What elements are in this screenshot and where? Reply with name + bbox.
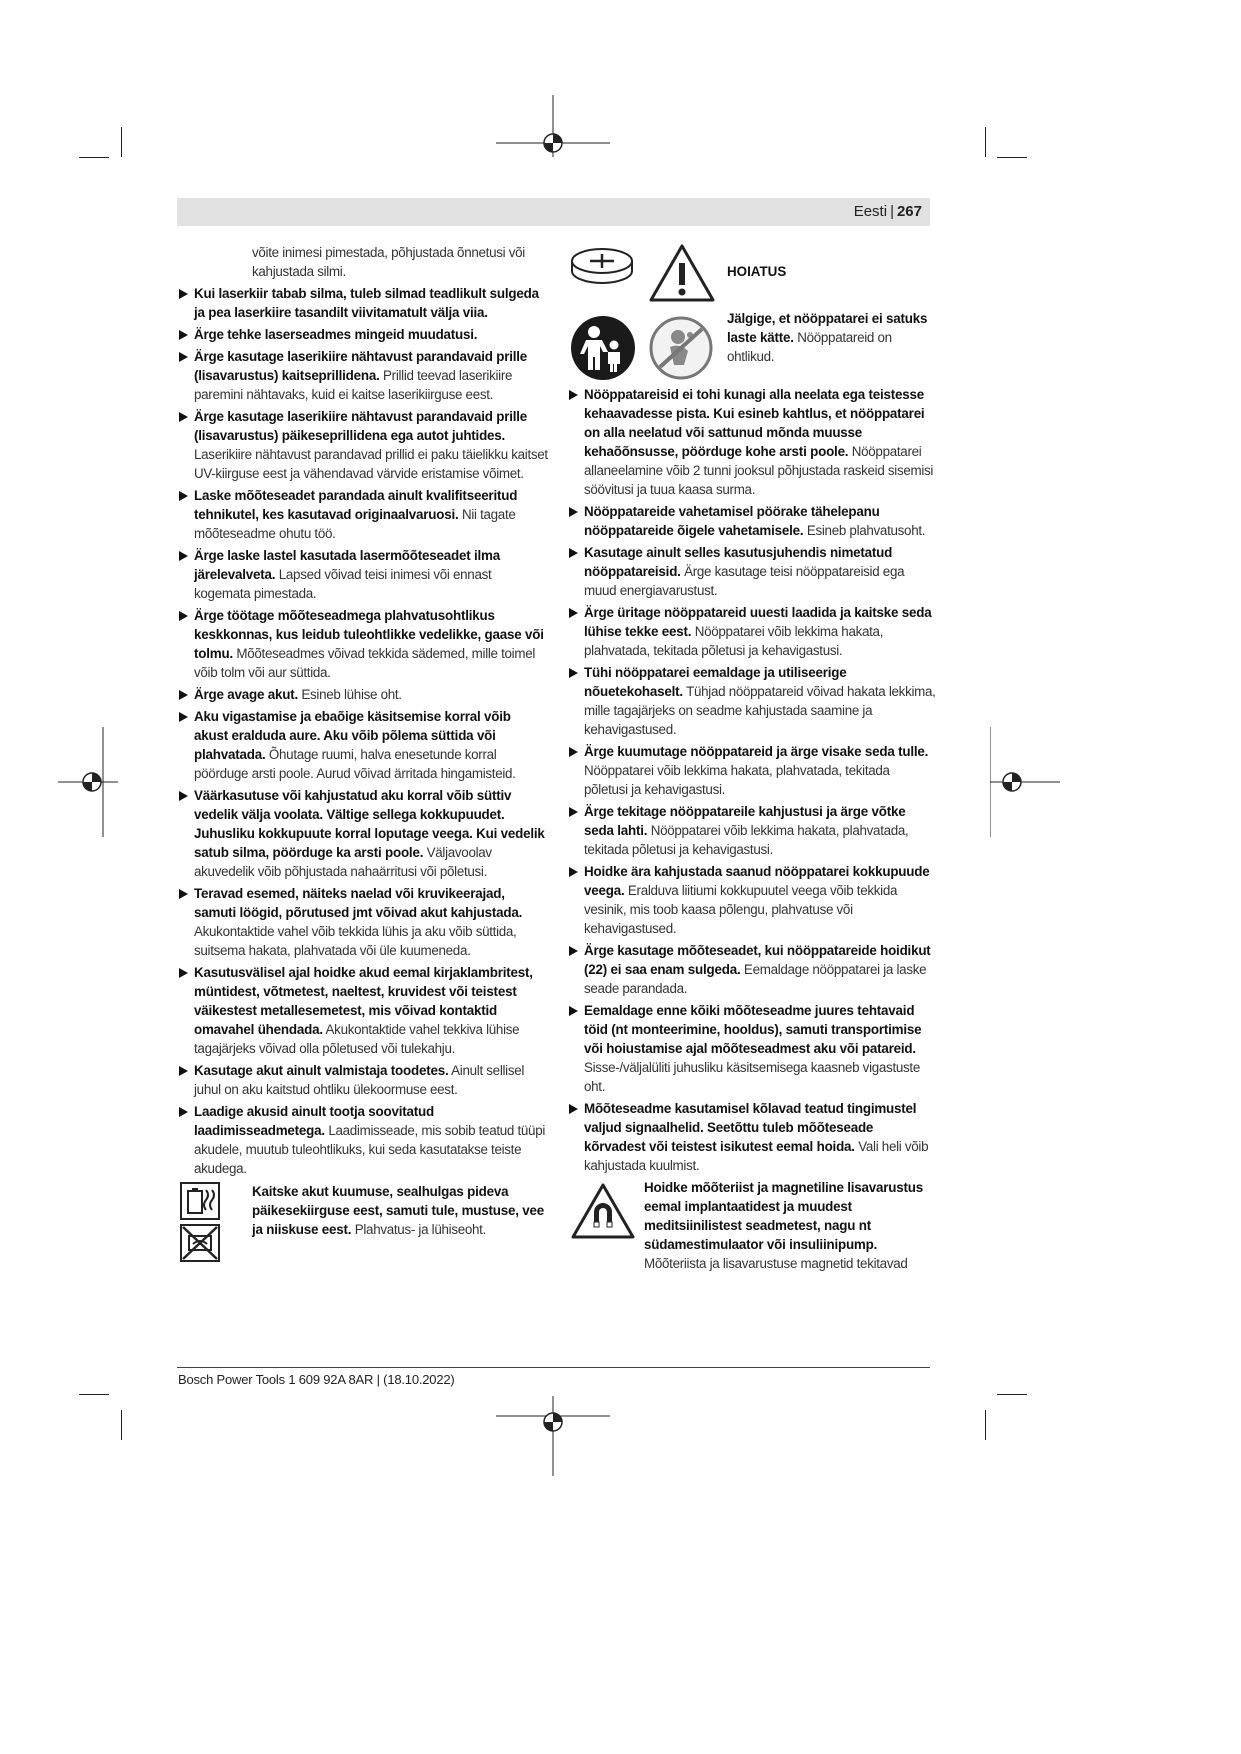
bullet-triangle-icon xyxy=(179,690,188,700)
magnet-text xyxy=(644,1178,936,1273)
safety-item-bold: Tühi nööppatarei eemaldage ja utiliseerige nõuetekohaselt. xyxy=(584,665,847,699)
bullet-triangle-icon xyxy=(569,548,578,558)
safety-item-text: Väljavoolav akuvedelik võib põhjustada nahaärritusi või põletusi. xyxy=(194,845,492,879)
safety-item-text: Nööppatarei allaneelamine võib 2 tunni jooksul põhjustada raskeid sisemisi söövitusi ja tuua kaasa surma. xyxy=(584,444,934,497)
safety-item-text: Nööppatarei võib lekkima hakata, plahvatada, tekitada põletusi ja kehavigastusi. xyxy=(584,763,890,797)
safety-item-bold: Laadige akusid ainult tootja soovitatud laadimisseadmetega. xyxy=(194,1104,434,1138)
safety-item-text: Nööppatarei võib lekkima hakata, plahvatada, tekitada põletusi ja kehavigastusi. xyxy=(584,624,884,658)
safety-item-bold: Nööppatareide vahetamisel pöörake tähelepanu nööppatareide õigele vahetamisele. xyxy=(584,504,880,538)
safety-item xyxy=(568,663,936,739)
battery-heat-note xyxy=(178,1182,548,1264)
safety-item-text: Esineb lühise oht. xyxy=(297,687,402,702)
bullet-triangle-icon xyxy=(569,507,578,517)
safety-item-bold: Ärge tehke laserseadmes mingeid muudatusi. xyxy=(194,327,478,342)
registration-mark-icon xyxy=(496,95,610,157)
warning-title: HOIATUS xyxy=(727,264,787,279)
crop-mark xyxy=(997,1394,1027,1395)
safety-item-bold: Aku vigastamise ja ebaõige käsitsemise korral võib akust eralduda aure. Aku võib põlema süttida või plahvatada. xyxy=(194,709,511,762)
footer-divider xyxy=(177,1367,930,1368)
page-number: 267 xyxy=(896,203,922,220)
bullet-triangle-icon xyxy=(179,491,188,501)
bullet-triangle-icon xyxy=(569,747,578,757)
safety-item xyxy=(178,707,548,783)
footer-text: Bosch Power Tools 1 609 92A 8AR | (18.10.2022) xyxy=(178,1372,455,1387)
safety-item-text: Akukontaktide vahel tekkiva lühise tagajärjeks võivad olla põletused või tulekahju. xyxy=(194,1022,520,1056)
crop-mark xyxy=(121,1410,122,1440)
bullet-triangle-icon xyxy=(179,330,188,340)
bullet-triangle-icon xyxy=(569,1104,578,1114)
battery-heat-text xyxy=(252,1182,548,1239)
safety-item xyxy=(178,546,548,603)
magnet-normal: Mõõteriista ja lisavarustuse magnetid tekitavad xyxy=(644,1256,908,1271)
battery-heat-warning-icon xyxy=(180,1182,220,1220)
safety-item xyxy=(178,786,548,881)
battery-heat-normal: Plahvatus- ja lühiseoht. xyxy=(351,1222,486,1237)
safety-item-bold: Ärge kasutage laserikiire nähtavust parandavaid prille (lisavarustus) kaitseprillidena. xyxy=(194,349,528,383)
safety-item-bold: Hoidke ära kahjustada saanud nööppatarei kokkupuude veega. xyxy=(584,864,930,898)
safety-item-bold: Kasutage akut ainult valmistaja toodetes. xyxy=(194,1063,449,1078)
safety-item-bold: Nööppatareisid ei tohi kunagi alla neelata ega teistesse kehaavadesse pista. Kui esineb kahtlus, et nööppatarei on alla neelatud või sattunud mõnda muusse kehaõõnsusse, pöörduge kohe arsti poole. xyxy=(584,387,925,459)
battery-heat-bold: Kaitske akut kuumuse, sealhulgas pideva päikesekiirguse eest, samuti tule, mustuse, vee ja niiskuse eest. xyxy=(252,1184,545,1237)
safety-item xyxy=(178,1102,548,1178)
warning-body-normal: Nööppatareid on ohtlikud. xyxy=(727,330,892,364)
bullet-triangle-icon xyxy=(179,551,188,561)
safety-item-text: Vali heli võib kahjustada kuulmist. xyxy=(584,1139,929,1173)
bullet-triangle-icon xyxy=(179,352,188,362)
keep-away-from-children-icon xyxy=(570,315,636,381)
safety-item-text: Tühjad nööppatareid võivad hakata lekkima, mille tagajärjeks on seadme kahjustada saamine ja kehavigastused. xyxy=(584,684,936,737)
header-separator: | xyxy=(890,203,894,220)
safety-item xyxy=(178,1061,548,1099)
safety-item-text: Õhutage ruumi, halva enesetunde korral pöörduge arsti poole. Aurud võivad ärritada hingamisteid. xyxy=(194,747,516,781)
registration-mark-icon xyxy=(58,727,118,837)
safety-item-text: Prillid teevad laserikiire paremini nähtavaks, kuid ei kaitse laserikiirguse eest. xyxy=(194,368,513,402)
safety-item-text: Sisse-/väljalüliti juhusliku käsitsemisega kaasneb vigastuste oht. xyxy=(584,1060,920,1094)
safety-item xyxy=(178,606,548,682)
crop-mark xyxy=(985,1410,986,1440)
page-header xyxy=(177,198,930,226)
safety-item-text: Lapsed võivad teisi inimesi või ennast kogemata pimestada. xyxy=(194,567,492,601)
safety-item-text: Eemaldage nööppatarei ja laske seade parandada. xyxy=(584,962,927,996)
safety-item xyxy=(568,1099,936,1175)
safety-item-text: Ärge kasutage teisi nööppatareisid ega muud energiavarustust. xyxy=(584,564,905,598)
bullet-triangle-icon xyxy=(179,712,188,722)
bullet-triangle-icon xyxy=(179,1066,188,1076)
safety-item-text: Laadimisseade, mis sobib teatud tüüpi akudele, muutub tuleohtlikuks, kui seda kasutatakse teiste akudega. xyxy=(194,1123,546,1176)
bullet-triangle-icon xyxy=(179,791,188,801)
safety-item-text: Laserikiire nähtavust parandavad prillid ei paku täielikku kaitset UV-kiirguse eest ja vähendavad värvide eristamise võimet. xyxy=(194,447,548,481)
safety-item-bold: Teravad esemed, näiteks naelad või kruvikeerajad, samuti löögid, põrutused jmt võivad akut kahjustada. xyxy=(194,886,523,920)
left-column xyxy=(178,243,548,1264)
safety-item xyxy=(568,385,936,499)
safety-item-bold: Kasutage ainult selles kasutusjuhendis nimetatud nööppatareisid. xyxy=(584,545,893,579)
safety-item xyxy=(178,347,548,404)
safety-item xyxy=(568,1001,936,1096)
safety-item-bold: Ärge töötage mõõteseadmega plahvatusohtlikus keskkonnas, kus leidub tuleohtlikke vedelikke, gaase või tolmu. xyxy=(194,608,544,661)
safety-item xyxy=(568,862,936,938)
safety-item-bold: Ärge üritage nööppatareid uuesti laadida ja kaitske seda lühise tekke eest. xyxy=(584,605,932,639)
safety-item-bold: Mõõteseadme kasutamisel kõlavad teatud tingimustel valjud signaalhelid. Seetõttu tuleb mõõteseade kõrvadest või teistest isikutest eemal hoida. xyxy=(584,1101,917,1154)
right-column xyxy=(568,243,936,1274)
warning-body xyxy=(727,309,937,366)
bullet-triangle-icon xyxy=(569,390,578,400)
safety-item-bold: Ärge laske lastel kasutada lasermõõteseadet ilma järelevalveta. xyxy=(194,548,500,582)
bullet-triangle-icon xyxy=(569,668,578,678)
magnet-warning-icon xyxy=(570,1182,636,1240)
button-cell-battery-icon xyxy=(570,247,634,287)
safety-item-text: Nööppatarei võib lekkima hakata, plahvatada, tekitada põletusi ja kehavigastusi. xyxy=(584,823,909,857)
safety-item-bold: Eemaldage enne kõiki mõõteseadme juures tehtavaid töid (nt monteerimine, hooldus), samuti transportimise või hoiustamise ajal mõõteseadmest aku või patareid. xyxy=(584,1003,922,1056)
safety-item-text: Esineb plahvatusoht. xyxy=(803,523,926,538)
do-not-swallow-icon xyxy=(648,315,714,381)
bullet-triangle-icon xyxy=(569,608,578,618)
safety-item xyxy=(178,325,548,344)
safety-item-bold: Ärge kuumutage nööppatareid ja ärge visake seda tulle. xyxy=(584,744,929,759)
safety-item xyxy=(178,685,548,704)
safety-item-text: Nii tagate mõõteseadme ohutu töö. xyxy=(194,507,516,541)
bullet-triangle-icon xyxy=(179,968,188,978)
safety-item-text: Akukontaktide vahel võib tekkida lühis ja aku võib süttida, suitsema hakata, plahvatada või üle kuumeneda. xyxy=(194,924,517,958)
bullet-triangle-icon xyxy=(569,867,578,877)
safety-item xyxy=(178,284,548,322)
bullet-triangle-icon xyxy=(179,412,188,422)
safety-item xyxy=(178,486,548,543)
safety-item xyxy=(568,742,936,799)
continuation-text: võite inimesi pimestada, põhjustada õnnetusi või kahjustada silmi. xyxy=(252,245,525,279)
left-safety-list xyxy=(178,284,548,1178)
warning-body-bold: Jälgige, et nööppatarei ei satuks laste kätte. xyxy=(727,311,928,345)
crop-mark xyxy=(79,1394,109,1395)
magnet-note xyxy=(568,1178,936,1274)
safety-item xyxy=(568,802,936,859)
safety-item xyxy=(178,884,548,960)
safety-item xyxy=(568,941,936,998)
safety-item-text: Mõõteseadmes võivad tekkida sädemed, mille toimel võib tolm või aur süttida. xyxy=(194,646,536,680)
crop-mark xyxy=(121,127,122,157)
safety-item xyxy=(178,963,548,1058)
crop-mark xyxy=(985,127,986,157)
safety-item-bold: Ärge kasutage mõõteseadet, kui nööppatareide hoidikut (22) ei saa enam sulgeda. xyxy=(584,943,931,977)
registration-mark-icon xyxy=(990,727,1060,837)
safety-item-text: Ainult sellisel juhul on aku kaitstud ohtliku ülekoormuse eest. xyxy=(194,1063,525,1097)
page-header-label xyxy=(854,203,922,220)
safety-item-bold: Kasutusvälisel ajal hoidke akud eemal kirjaklambritest, müntidest, võtmetest, naeltest, kruvidest või teistest väikestest metallesemetest, mis võivad kontaktid omavahel ühendada. xyxy=(194,965,533,1037)
magnet-bold: Hoidke mõõteriist ja magnetiline lisavarustus eemal implantaatidest ja muudest meditsiinilistest seadmetest, nagu nt südamestimulaator või insuliinipump. xyxy=(644,1180,923,1252)
safety-item xyxy=(568,603,936,660)
bullet-triangle-icon xyxy=(179,289,188,299)
right-safety-list xyxy=(568,385,936,1175)
safety-item-bold: Ärge kasutage laserikiire nähtavust parandavaid prille (lisavarustus) päikeseprillidena ega autot juhtides. xyxy=(194,409,528,443)
bullet-triangle-icon xyxy=(569,1006,578,1016)
safety-item-bold: Väärkasutuse või kahjustatud aku korral võib süttiv vedelik välja voolata. Vältige sellega kokkupuudet. Juhusliku kokkupuute korral loputage veega. Kui vedelik satub silma, pöörduge ka arsti poole. xyxy=(194,788,545,860)
no-water-battery-icon xyxy=(180,1224,220,1262)
bullet-triangle-icon xyxy=(179,1107,188,1117)
warning-triangle-icon xyxy=(648,243,716,303)
safety-item-bold: Kui laserkiir tabab silma, tuleb silmad teadlikult sulgeda ja pea laserkiire tasandilt viivitamatult välja viia. xyxy=(194,286,539,320)
registration-mark-icon xyxy=(496,1396,610,1476)
safety-item xyxy=(568,543,936,600)
safety-item-bold: Ärge avage akut. xyxy=(194,687,298,702)
button-cell-warning-block xyxy=(568,243,936,385)
bullet-triangle-icon xyxy=(569,946,578,956)
safety-item xyxy=(568,502,936,540)
bullet-triangle-icon xyxy=(569,807,578,817)
safety-item-bold: Laske mõõteseadet parandada ainult kvalifitseeritud tehnikutel, kes kasutavad originaalvaruosi. xyxy=(194,488,518,522)
crop-mark xyxy=(79,157,109,158)
safety-item xyxy=(178,407,548,483)
bullet-triangle-icon xyxy=(179,611,188,621)
safety-item-text: Eralduva liitiumi kokkupuutel veega võib tekkida vesinik, mis toob kaasa põlengu, plahvatuse või kehavigastused. xyxy=(584,883,898,936)
bullet-triangle-icon xyxy=(179,889,188,899)
crop-mark xyxy=(997,157,1027,158)
safety-item-bold: Ärge tekitage nööppatareile kahjustusi ja ärge võtke seda lahti. xyxy=(584,804,906,838)
header-language: Eesti xyxy=(853,203,888,220)
